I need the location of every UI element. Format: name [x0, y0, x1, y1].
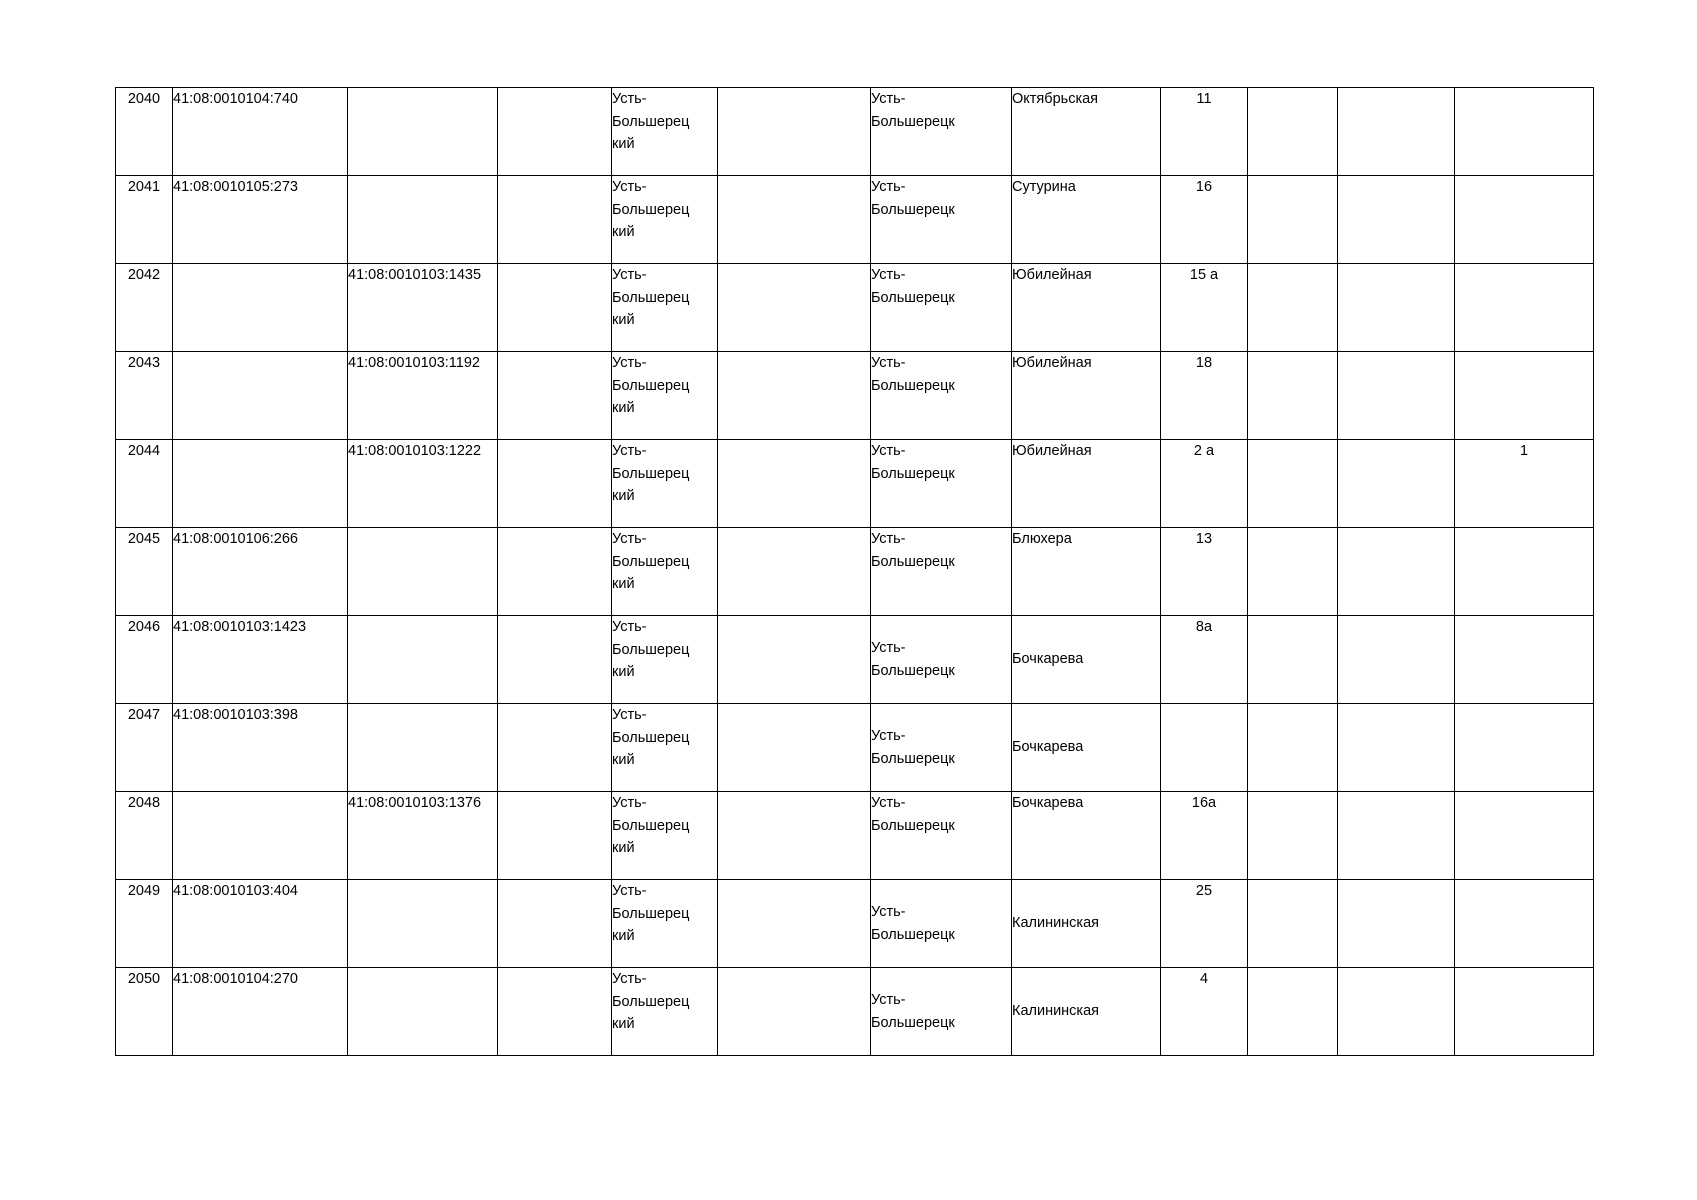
- district-name-line: Усть-: [612, 531, 647, 547]
- district-name: [612, 440, 718, 528]
- house-number: 2 а: [1161, 440, 1248, 528]
- empty-cell: [718, 264, 871, 352]
- house-number: 13: [1161, 528, 1248, 616]
- locality-name: [871, 440, 1012, 528]
- empty-cell: [1338, 968, 1455, 1056]
- district-name-line: Усть-: [612, 971, 647, 987]
- street-name: Бочкарева: [1012, 792, 1161, 880]
- locality-name-line: Большерецк: [871, 377, 955, 394]
- house-number: [1161, 704, 1248, 792]
- cadastral-building-number: [348, 616, 498, 704]
- cadastral-building-number: [348, 528, 498, 616]
- district-name: [612, 880, 718, 968]
- locality-name: [871, 352, 1012, 440]
- empty-cell: [1338, 88, 1455, 176]
- cadastral-land-number: 41:08:0010106:266: [173, 528, 348, 616]
- empty-cell: [1338, 792, 1455, 880]
- street-name: Юбилейная: [1012, 264, 1161, 352]
- empty-cell: [1248, 176, 1338, 264]
- locality-name-line: Усть-: [871, 443, 906, 459]
- cadastral-building-number: [348, 704, 498, 792]
- row-number: 2045: [116, 528, 173, 616]
- locality-name-line: Большерецк: [871, 662, 955, 679]
- street-name: Бочкарева: [1012, 616, 1161, 704]
- house-number: 25: [1161, 880, 1248, 968]
- empty-cell: [718, 792, 871, 880]
- cadastral-land-number: 41:08:0010105:273: [173, 176, 348, 264]
- locality-name: [871, 616, 1012, 704]
- locality-name-line: Усть-: [871, 91, 906, 107]
- locality-name-line: Большерецк: [871, 750, 955, 767]
- locality-name-line: Большерецк: [871, 201, 955, 218]
- empty-cell: [1248, 880, 1338, 968]
- locality-name-line: Большерецк: [871, 926, 955, 943]
- cadastral-building-number: 41:08:0010103:1376: [348, 792, 498, 880]
- district-name-line: Усть-: [612, 795, 647, 811]
- district-name-line: Большерец: [612, 113, 690, 130]
- empty-cell: [1248, 264, 1338, 352]
- row-number: 2048: [116, 792, 173, 880]
- district-name-line: кий: [612, 928, 635, 944]
- district-name: [612, 528, 718, 616]
- empty-cell: [1338, 880, 1455, 968]
- locality-name-line: Большерецк: [871, 289, 955, 306]
- row-number: 2041: [116, 176, 173, 264]
- cadastral-building-number: 41:08:0010103:1222: [348, 440, 498, 528]
- cadastral-land-number: [173, 792, 348, 880]
- house-number: 15 а: [1161, 264, 1248, 352]
- district-name-line: Усть-: [612, 355, 647, 371]
- table-row: [116, 176, 1594, 264]
- cadastral-building-number: [348, 968, 498, 1056]
- district-name: [612, 704, 718, 792]
- district-name-line: Усть-: [612, 91, 647, 107]
- district-name-line: Большерец: [612, 377, 690, 394]
- row-number: 2044: [116, 440, 173, 528]
- empty-cell: [718, 880, 871, 968]
- row-number: 2042: [116, 264, 173, 352]
- table-row: [116, 528, 1594, 616]
- district-name-line: кий: [612, 840, 635, 856]
- district-name-line: Усть-: [612, 267, 647, 283]
- district-name-line: кий: [612, 224, 635, 240]
- locality-name-line: Усть-: [871, 179, 906, 195]
- empty-cell: [1338, 704, 1455, 792]
- table-row: [116, 968, 1594, 1056]
- cadastral-land-number: 41:08:0010103:1423: [173, 616, 348, 704]
- house-number: 4: [1161, 968, 1248, 1056]
- cadastral-land-number: [173, 264, 348, 352]
- street-name: Калининская: [1012, 968, 1161, 1056]
- empty-cell: [1248, 704, 1338, 792]
- registry-table: [115, 87, 1594, 1056]
- locality-name-line: Усть-: [871, 795, 906, 811]
- locality-name-line: Усть-: [871, 992, 906, 1008]
- district-name-line: Усть-: [612, 179, 647, 195]
- district-name-line: Большерец: [612, 289, 690, 306]
- empty-cell: [1338, 176, 1455, 264]
- cadastral-land-number: 41:08:0010103:404: [173, 880, 348, 968]
- row-number: 2047: [116, 704, 173, 792]
- empty-cell: [498, 264, 612, 352]
- empty-cell: [498, 792, 612, 880]
- empty-cell: [718, 176, 871, 264]
- district-name-line: Большерец: [612, 729, 690, 746]
- locality-name-line: Усть-: [871, 728, 906, 744]
- street-name: Юбилейная: [1012, 440, 1161, 528]
- empty-cell: [718, 528, 871, 616]
- last-column-value: [1455, 176, 1594, 264]
- district-name: [612, 88, 718, 176]
- row-number: 2046: [116, 616, 173, 704]
- empty-cell: [498, 616, 612, 704]
- empty-cell: [498, 704, 612, 792]
- locality-name: [871, 792, 1012, 880]
- table-row: [116, 264, 1594, 352]
- locality-name: [871, 880, 1012, 968]
- last-column-value: [1455, 880, 1594, 968]
- row-number: 2049: [116, 880, 173, 968]
- last-column-value: [1455, 264, 1594, 352]
- empty-cell: [1338, 528, 1455, 616]
- street-name: Бочкарева: [1012, 704, 1161, 792]
- locality-name: [871, 176, 1012, 264]
- cadastral-building-number: [348, 88, 498, 176]
- district-name: [612, 176, 718, 264]
- district-name-line: Большерец: [612, 465, 690, 482]
- table-row: [116, 352, 1594, 440]
- locality-name: [871, 88, 1012, 176]
- district-name-line: Усть-: [612, 707, 647, 723]
- empty-cell: [498, 968, 612, 1056]
- empty-cell: [718, 88, 871, 176]
- cadastral-land-number: [173, 352, 348, 440]
- locality-name-line: Усть-: [871, 904, 906, 920]
- cadastral-building-number: 41:08:0010103:1435: [348, 264, 498, 352]
- table-row: [116, 440, 1594, 528]
- locality-name-line: Большерецк: [871, 817, 955, 834]
- empty-cell: [1248, 352, 1338, 440]
- row-number: 2043: [116, 352, 173, 440]
- locality-name-line: Большерецк: [871, 1014, 955, 1031]
- empty-cell: [1248, 792, 1338, 880]
- empty-cell: [1338, 616, 1455, 704]
- district-name-line: кий: [612, 752, 635, 768]
- locality-name-line: Усть-: [871, 355, 906, 371]
- last-column-value: [1455, 616, 1594, 704]
- last-column-value: [1455, 88, 1594, 176]
- district-name: [612, 616, 718, 704]
- district-name: [612, 264, 718, 352]
- empty-cell: [498, 352, 612, 440]
- street-name: Октябрьская: [1012, 88, 1161, 176]
- house-number: 8а: [1161, 616, 1248, 704]
- table-body: [116, 88, 1594, 1056]
- empty-cell: [498, 440, 612, 528]
- locality-name: [871, 704, 1012, 792]
- table-row: [116, 88, 1594, 176]
- district-name-line: Большерец: [612, 553, 690, 570]
- empty-cell: [718, 616, 871, 704]
- locality-name-line: Усть-: [871, 640, 906, 656]
- cadastral-land-number: [173, 440, 348, 528]
- district-name-line: Усть-: [612, 443, 647, 459]
- empty-cell: [498, 528, 612, 616]
- row-number: 2040: [116, 88, 173, 176]
- house-number: 11: [1161, 88, 1248, 176]
- district-name-line: Усть-: [612, 883, 647, 899]
- empty-cell: [718, 968, 871, 1056]
- empty-cell: [718, 440, 871, 528]
- district-name-line: кий: [612, 1016, 635, 1032]
- last-column-value: [1455, 352, 1594, 440]
- street-name: Юбилейная: [1012, 352, 1161, 440]
- district-name-line: Усть-: [612, 619, 647, 635]
- locality-name: [871, 264, 1012, 352]
- last-column-value: [1455, 792, 1594, 880]
- district-name-line: Большерец: [612, 993, 690, 1010]
- locality-name-line: Большерецк: [871, 465, 955, 482]
- locality-name-line: Усть-: [871, 531, 906, 547]
- district-name-line: Большерец: [612, 905, 690, 922]
- house-number: 16: [1161, 176, 1248, 264]
- row-number: 2050: [116, 968, 173, 1056]
- cadastral-land-number: 41:08:0010103:398: [173, 704, 348, 792]
- district-name-line: кий: [612, 664, 635, 680]
- table-row: [116, 704, 1594, 792]
- empty-cell: [1248, 968, 1338, 1056]
- district-name: [612, 968, 718, 1056]
- empty-cell: [498, 88, 612, 176]
- empty-cell: [1338, 440, 1455, 528]
- district-name-line: Большерец: [612, 817, 690, 834]
- empty-cell: [1248, 440, 1338, 528]
- house-number: 18: [1161, 352, 1248, 440]
- last-column-value: [1455, 528, 1594, 616]
- street-name: Блюхера: [1012, 528, 1161, 616]
- empty-cell: [1248, 88, 1338, 176]
- last-column-value: [1455, 968, 1594, 1056]
- cadastral-land-number: 41:08:0010104:740: [173, 88, 348, 176]
- empty-cell: [1248, 528, 1338, 616]
- house-number: 16а: [1161, 792, 1248, 880]
- last-column-value: 1: [1455, 440, 1594, 528]
- last-column-value: [1455, 704, 1594, 792]
- locality-name-line: Большерецк: [871, 113, 955, 130]
- empty-cell: [718, 352, 871, 440]
- street-name: Сутурина: [1012, 176, 1161, 264]
- empty-cell: [718, 704, 871, 792]
- cadastral-building-number: 41:08:0010103:1192: [348, 352, 498, 440]
- table-row: [116, 792, 1594, 880]
- table-row: [116, 880, 1594, 968]
- locality-name: [871, 968, 1012, 1056]
- empty-cell: [1338, 352, 1455, 440]
- locality-name-line: Усть-: [871, 267, 906, 283]
- district-name-line: кий: [612, 312, 635, 328]
- district-name-line: кий: [612, 400, 635, 416]
- street-name: Калининская: [1012, 880, 1161, 968]
- empty-cell: [498, 176, 612, 264]
- empty-cell: [1248, 616, 1338, 704]
- locality-name-line: Большерецк: [871, 553, 955, 570]
- district-name-line: кий: [612, 136, 635, 152]
- district-name: [612, 352, 718, 440]
- cadastral-building-number: [348, 880, 498, 968]
- district-name: [612, 792, 718, 880]
- cadastral-land-number: 41:08:0010104:270: [173, 968, 348, 1056]
- district-name-line: Большерец: [612, 201, 690, 218]
- district-name-line: Большерец: [612, 641, 690, 658]
- empty-cell: [1338, 264, 1455, 352]
- empty-cell: [498, 880, 612, 968]
- cadastral-building-number: [348, 176, 498, 264]
- locality-name: [871, 528, 1012, 616]
- table-row: [116, 616, 1594, 704]
- district-name-line: кий: [612, 488, 635, 504]
- district-name-line: кий: [612, 576, 635, 592]
